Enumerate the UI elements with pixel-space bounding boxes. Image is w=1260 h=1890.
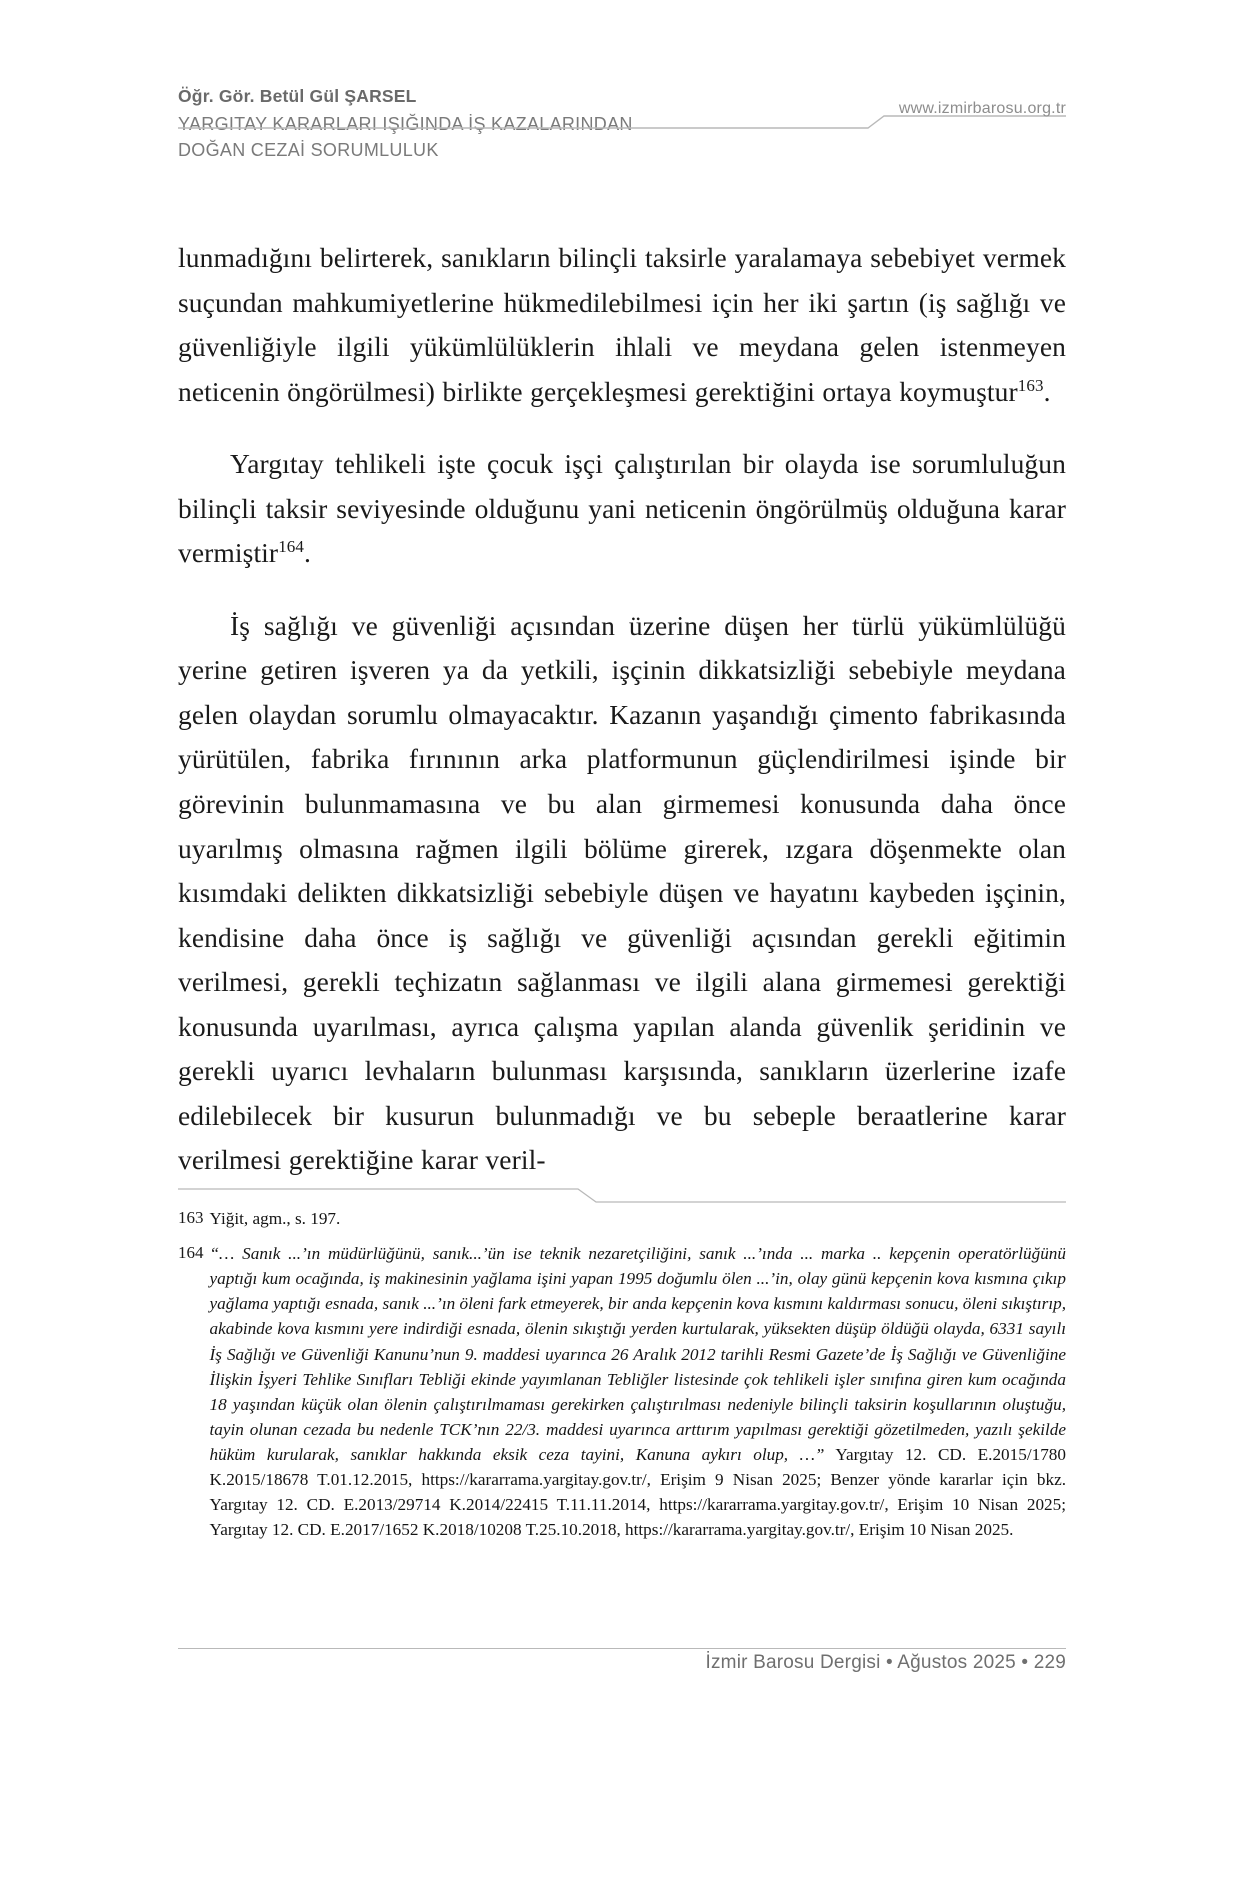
footnote-163 bbox=[178, 1206, 1066, 1231]
page-footer: İzmir Barosu Dergisi • Ağustos 2025 • 229 bbox=[705, 1652, 1066, 1673]
header-title-line1: YARGITAY KARARLARI IŞIĞINDA İŞ KAZALARINDAN bbox=[178, 113, 633, 134]
footnote-number: 163 bbox=[178, 1208, 204, 1227]
footer-divider bbox=[178, 1648, 1066, 1649]
header-author: Öğr. Gör. Betül Gül ŞARSEL bbox=[178, 86, 417, 106]
footnote-text bbox=[210, 1241, 1067, 1542]
paragraph-2 bbox=[178, 442, 1066, 576]
footnote-separator bbox=[178, 1185, 1066, 1205]
footnote-ref-164[interactable]: 164 bbox=[278, 537, 305, 557]
paragraph-1-text: lunmadığını belirterek, sanıkların bilinçli taksirle yaralamaya sebebiyet vermek suçundan mahkumiyetlerine hükmedilebilmesi için her iki şartın (iş sağlığı ve güvenliğiyle ilgili yükümlülüklerin ihlali ve meydana gelen istenmeyen neticenin öngörülmesi) birlikte gerçekleşmesi gerektiğini ortaya koymuştur bbox=[178, 242, 1066, 407]
paragraph-3: İş sağlığı ve güvenliği açısından üzerine düşen her türlü yükümlülüğü yerine getiren işveren ya da yetkili, işçinin dikkatsizliği sebebiyle meydana gelen olaydan sorumlu olmayacaktır. Kazanın yaşandığı çimento fabrikasında yürütülen, fabrika fırınının arka platformunun güçlendirilmesi işinde bir görevinin bulunmamasına ve bu alan girmemesi konusunda daha önce uyarılmış olmasına rağmen ilgili bölüme girerek, ızgara döşenmekte olan kısımdaki delikten dikkatsizliği sebebiyle düşen ve hayatını kaybeden işçinin, kendisine daha önce iş sağlığı ve güvenliği açısından gerekli eğitimin verilmesi, gerekli teçhizatın sağlanması ve ilgili alana girmemesi gerektiği konusunda uyarılması, ayrıca çalışma yapılan alanda güvenlik şeridinin ve gerekli uyarıcı levhaların bulunması karşısında, sanıkların üzerlerine izafe edilebilecek bir kusurun bulunmadığı ve bu sebeple beraatlerine karar verilmesi gerektiğine karar veril- bbox=[178, 609, 1066, 1176]
footnote-ref-163[interactable]: 163 bbox=[1017, 375, 1044, 395]
header-website: www.izmirbarosu.org.tr bbox=[898, 100, 1066, 117]
footnotes bbox=[178, 1206, 1066, 1552]
paragraph-2-text: Yargıtay tehlikeli işte çocuk işçi çalıştırılan bir olayda ise sorumluluğun bilinçli taksir seviyesinde olduğunu yani neticenin öngörülmüş olduğuna karar vermiştir bbox=[178, 448, 1066, 569]
footnote-citation: Yargıtay 12. CD. E.2015/1780 K.2015/18678 T.01.12.2015, https://kararrama.yargitay.gov.tr/, Erişim 9 Nisan 2025; Benzer yönde kararlar için bkz. Yargıtay 12. CD. E.2013/29714 K.2014/22415 T.11.11.2014, https://kararrama.yargitay.gov.tr/, Erişim 10 Nisan 2025; Yargıtay 12. CD. E.2017/1652 K.2018/10208 T.25.10.2018, https://kararrama.yargitay.gov.tr/, Erişim 10 Nisan 2025. bbox=[209, 1444, 1066, 1540]
paragraph-2-end: . bbox=[304, 537, 312, 569]
footnote-number: 164 bbox=[178, 1243, 204, 1263]
footnote-quote: “… Sanık ...’ın müdürlüğünü, sanık...’ün ise teknik nezaretçiliğini, sanık ...’ında ... marka .. kepçenin operatörlüğünü yaptığı kum ocağında, iş makinesinin yağlama işini yapan 1995 doğumlu ölen ...’in, olay günü kepçenin kova kısmına çıkıp yağlama yaptığı esnada, sanık ...’ın öleni fark etmeyerek, bir anda kepçenin kova kısmını kaldırması sonucu, öleni sıkıştırıp, akabinde kova kısmını yere indirdiği esnada, ölenin sıkıştığı yerden kurtularak, yüksekten düşüp öldüğü olayda, 6331 sayılı İş Sağlığı ve Güvenliği Kanunu’nun 9. maddesi uyarınca 26 Aralık 2012 tarihli Resmi Gazete’de İş Sağlığı ve Güvenliğine İlişkin İşyeri Tehlike Sınıfları Tebliği ekinde yayımlanan Tebliğler listesinde çok tehlikeli işler sınıfına giren kum ocağında 18 yaşından küçük olan ölenin çalıştırılmaması gerekirken çalıştırılması nedeniyle bilinçli taksirin koşullarının oluştuğu, tayin olunan cezada bu nedenle TCK’nın 22/3. maddesi uyarınca arttırım yapılması gerektiği gözetilmeden, yazılı şekilde hüküm kurularak, sanıklar hakkında eksik ceza tayini, Kanuna aykırı olup, …” bbox=[209, 1244, 1066, 1464]
page-content bbox=[178, 236, 1066, 1183]
page-header bbox=[178, 86, 1066, 163]
footnote-164 bbox=[178, 1241, 1066, 1542]
paragraph-1-end: . bbox=[1043, 375, 1051, 407]
paragraph-1 bbox=[178, 236, 1066, 414]
footnote-text: Yiğit, agm., s. 197. bbox=[209, 1209, 341, 1228]
header-title-line2: DOĞAN CEZAİ SORUMLULUK bbox=[178, 139, 439, 160]
